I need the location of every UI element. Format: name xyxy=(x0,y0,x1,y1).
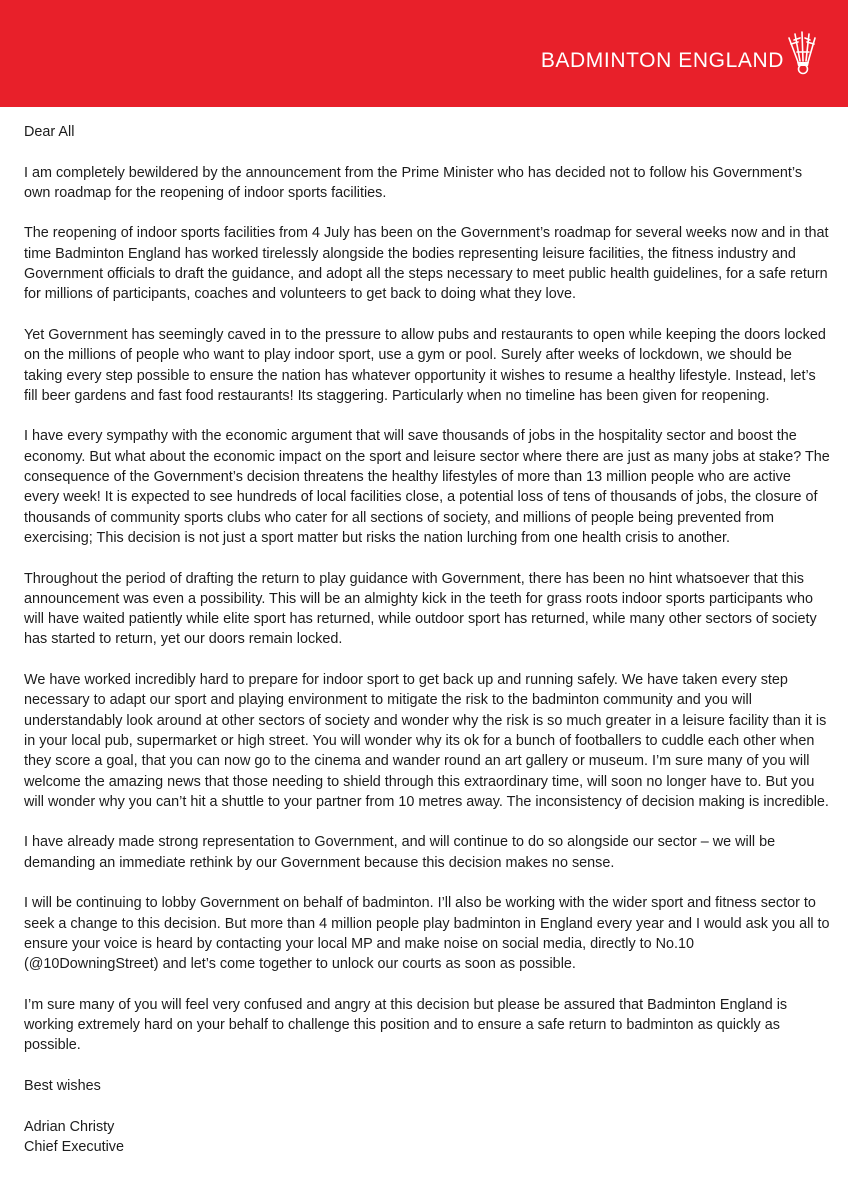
letter-body xyxy=(24,122,830,1157)
paragraph: Throughout the period of drafting the return to play guidance with Government, there has been no hint whatsoever that this announcement was even a possibility. This will be an almighty kick in the teeth for grass roots indoor sports participants who will have waited patiently while elite sport has returned, while outdoor sport has returned, while many other sectors of society has started to return, yet our doors remain locked. xyxy=(24,570,817,648)
paragraph: I am completely bewildered by the announcement from the Prime Minister who has decided not to follow his Government’s own roadmap for the reopening of indoor sports facilities. xyxy=(24,164,803,201)
paragraph: Yet Government has seemingly caved in to the pressure to allow pubs and restaurants to open while keeping the doors locked on the millions of people who want to play indoor sport, use a gym or pool. Surely after weeks of lockdown, we should be taking every step possible to ensure the nation has whatever opportunity it wishes to resume a healthy lifestyle. Instead, let’s fill beer gardens and fast food restaurants! Its staggering. Particularly when no timeline has been given for reopening. xyxy=(24,326,826,404)
signatory-name: Adrian Christy xyxy=(24,1118,115,1135)
paragraph: I have every sympathy with the economic argument that will save thousands of jobs in the hospitality sector and boost the economy. But what about the economic impact on the sport and leisure sector where there are just as many jobs at stake? The consequence of the Government’s decision threatens the healthy lifestyles of more than 13 million people who are active every week! It is expected to see hundreds of local facilities close, a potential loss of tens of thousands of jobs, the closure of thousands of community sports clubs who cater for all sections of society, and millions of people being prevented from exercising; This decision is not just a sport matter but risks the nation lurching from one health crisis to another. xyxy=(24,428,830,546)
paragraph: I’m sure many of you will feel very confused and angry at this decision but please be assured that Badminton England is working extremely hard on your behalf to challenge this position and to ensure a safe return to badminton as quickly as possible. xyxy=(24,996,788,1054)
paragraph: The reopening of indoor sports facilities from 4 July has been on the Government’s roadmap for several weeks now and in that time Badminton England has worked tirelessly alongside the bodies representing leisure facilities, the fitness industry and Government officials to draft the guidance, and adopt all the steps necessary to meet public health guidelines, for a safe return for millions of participants, coaches and volunteers to get back to doing what they love. xyxy=(24,225,829,303)
closing: Best wishes xyxy=(24,1077,101,1094)
paragraph: I have already made strong representation to Government, and will continue to do so alongside our sector – we will be demanding an immediate rethink by our Government because this decision makes no sense. xyxy=(24,834,776,871)
paragraph: We have worked incredibly hard to prepare for indoor sport to get back up and running safely. We have taken every step necessary to adapt our sport and playing environment to mitigate the risk to the badminton community and you will understandably look around at other sectors of society and wonder why the risk is so much greater in a leisure facility than it is in your local pub, supermarket or high street. You will wonder why its ok for a bunch of footballers to cuddle each other when they score a goal, that you can now go to the cinema and wander round an art gallery or museum. I’m sure many of you will welcome the amazing news that those needing to shield through this extraordinary time, will soon no longer have to. But you will wonder why you can’t hit a shuttle to your partner from 10 metres away. The inconsistency of decision making is incredible. xyxy=(24,672,829,810)
salutation: Dear All xyxy=(24,124,75,140)
brand-logo xyxy=(541,30,820,76)
signatory-title: Chief Executive xyxy=(24,1138,124,1155)
brand-name: BADMINTON ENGLAND xyxy=(540,49,784,72)
signature-block xyxy=(24,1117,830,1158)
paragraph: I will be continuing to lobby Government on behalf of badminton. I’ll also be working with the wider sport and fitness sector to seek a change to this decision. But more than 4 million people play badminton in England every year and I would ask you all to ensure your voice is heard by contacting your local MP and make noise on social media, directly to No.10 (@10DowningStreet) and let’s come together to unlock our courts as soon as possible. xyxy=(24,895,830,973)
shuttlecock-icon xyxy=(786,28,820,76)
header-banner xyxy=(0,0,848,107)
